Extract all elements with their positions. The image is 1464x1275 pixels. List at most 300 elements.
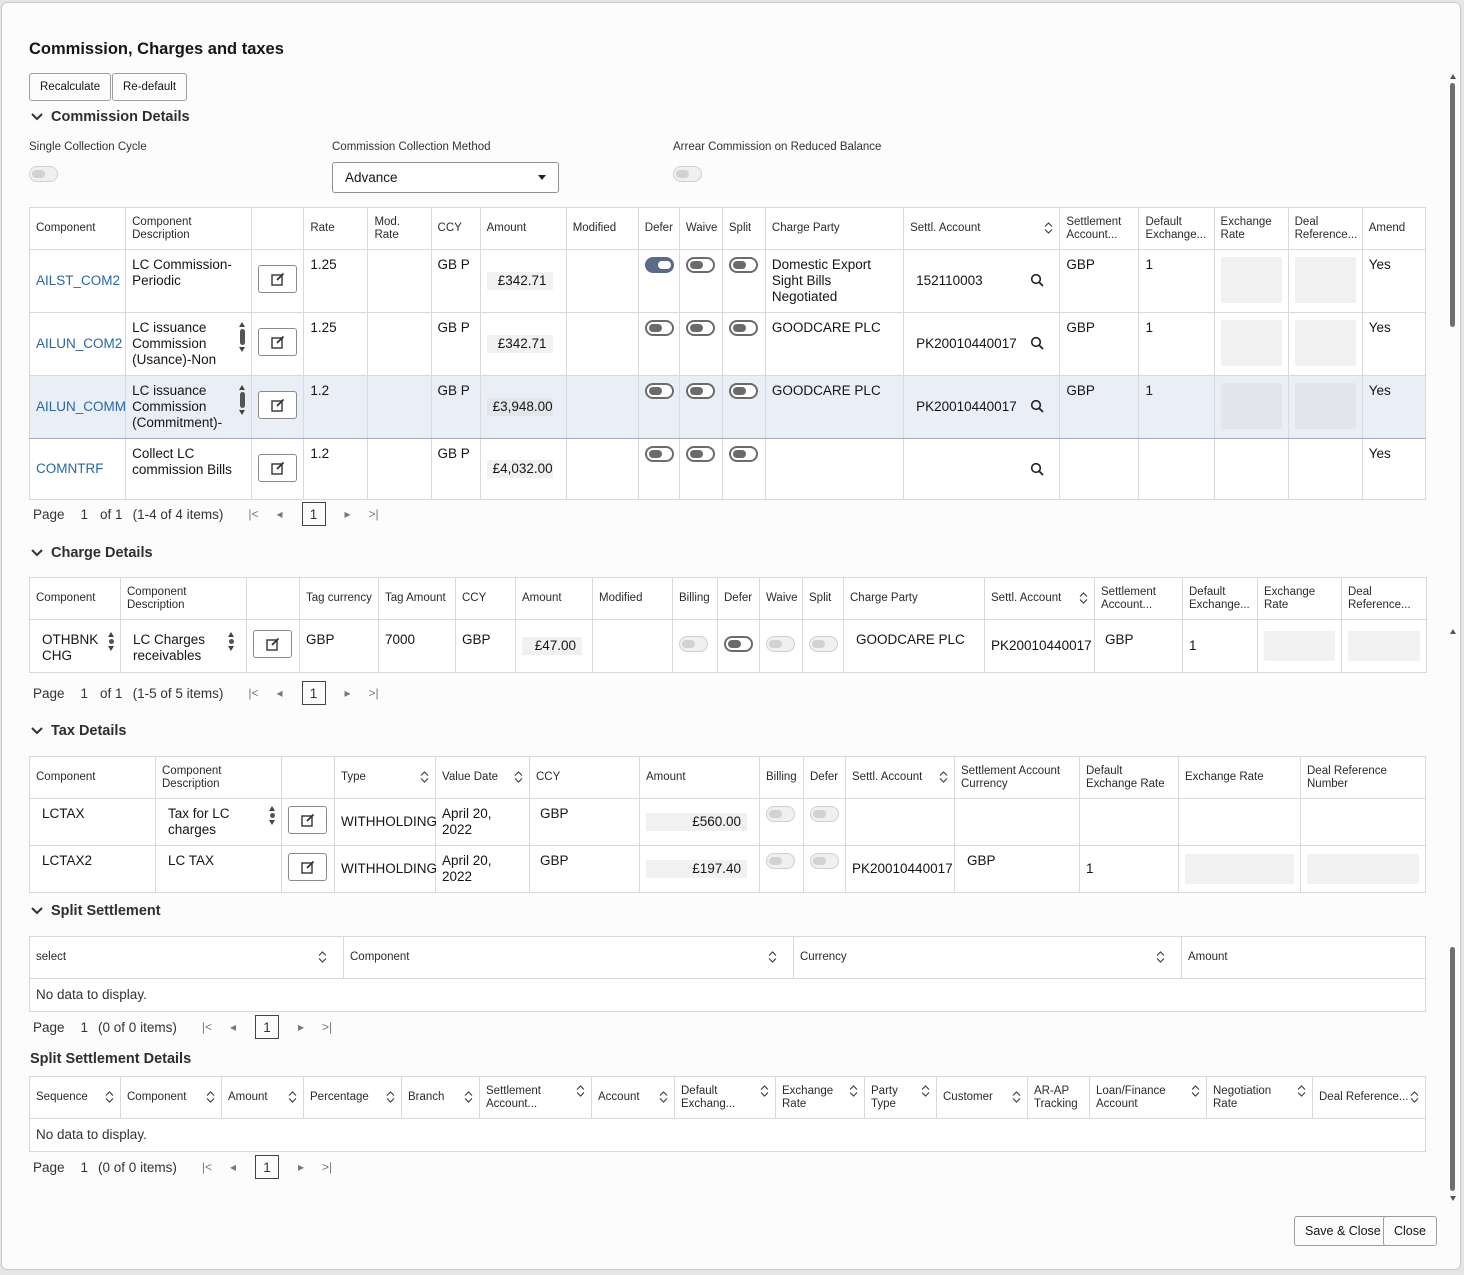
pager-page-input[interactable]: 1 xyxy=(80,1019,89,1035)
chevron-down-icon xyxy=(30,546,44,560)
amend-cell: Yes xyxy=(1362,376,1425,439)
col-header-label: Settl. Account xyxy=(991,592,1062,604)
settl-account-value[interactable]: 152110003 xyxy=(916,273,983,288)
mod-rate-cell[interactable] xyxy=(368,376,431,439)
col-header[interactable]: Waive xyxy=(760,578,803,620)
caret-down-icon xyxy=(538,175,546,180)
table-row-selected[interactable] xyxy=(30,376,1426,439)
col-header[interactable]: Exchange Rate xyxy=(1179,757,1301,799)
edit-button[interactable] xyxy=(253,630,292,658)
amount-value: £342.71 xyxy=(487,335,553,353)
pager-page-input[interactable]: 1 xyxy=(80,1159,89,1175)
edit-button[interactable] xyxy=(288,806,327,834)
col-header-sortable[interactable] xyxy=(937,1077,1028,1119)
col-header-sortable[interactable] xyxy=(30,937,344,979)
first-page-icon[interactable]: |< xyxy=(248,507,259,521)
defer-toggle[interactable] xyxy=(645,383,674,399)
table-row[interactable] xyxy=(30,250,1426,313)
next-page-icon[interactable]: ▸ xyxy=(297,1160,305,1174)
col-header-sortable[interactable] xyxy=(121,1077,222,1119)
pager-page-input[interactable]: 1 xyxy=(80,506,89,522)
col-header[interactable]: Amount xyxy=(1182,937,1426,979)
split-details-header-row xyxy=(30,1077,1426,1119)
col-header[interactable]: Modified xyxy=(593,578,673,620)
single-cycle-label: Single Collection Cycle xyxy=(29,141,147,153)
col-header[interactable]: Component xyxy=(30,208,126,250)
amount-value: £197.40 xyxy=(646,860,747,878)
sort-icon[interactable] xyxy=(420,771,429,783)
col-header[interactable]: Charge Party xyxy=(844,578,985,620)
amount-value: £3,948.00 xyxy=(487,398,553,416)
search-icon[interactable] xyxy=(1030,273,1044,287)
split-pager xyxy=(33,1015,341,1039)
settl-account-cell[interactable]: PK20010440017 xyxy=(846,846,955,893)
col-header-sortable[interactable] xyxy=(402,1077,480,1119)
prev-page-icon[interactable]: ◂ xyxy=(276,686,283,700)
col-header[interactable]: Default Exchange Rate xyxy=(1080,757,1179,799)
col-header[interactable]: Settlement Account Currency xyxy=(955,757,1080,799)
col-header-label: Loan/Finance Account xyxy=(1096,1084,1166,1110)
scroll-stepper[interactable] xyxy=(228,632,234,651)
defer-toggle[interactable] xyxy=(724,636,753,652)
pager-of: of 1 xyxy=(100,506,123,522)
amount-value: £4,032.00 xyxy=(487,460,553,478)
type-cell: WITHHOLDING xyxy=(335,799,436,846)
settl-ccy-cell: GBP xyxy=(1060,313,1139,376)
col-header-label: Customer xyxy=(943,1091,993,1103)
col-header-label: Sequence xyxy=(36,1091,88,1103)
col-header[interactable]: Defer xyxy=(718,578,760,620)
col-header[interactable]: Exchange Rate xyxy=(1258,578,1342,620)
mod-rate-cell[interactable] xyxy=(368,313,431,376)
exchange-rate-input[interactable] xyxy=(1185,854,1294,884)
next-page-icon[interactable]: ▸ xyxy=(344,686,351,700)
waive-toggle[interactable] xyxy=(766,636,795,652)
col-header xyxy=(247,578,300,620)
col-header-sortable[interactable] xyxy=(304,1077,402,1119)
pager-label: Page xyxy=(33,1159,65,1175)
col-header-sortable[interactable] xyxy=(865,1077,937,1119)
waive-toggle[interactable] xyxy=(686,446,715,462)
col-header[interactable]: Amend xyxy=(1362,208,1425,250)
edit-icon xyxy=(271,461,285,475)
split-toggle[interactable] xyxy=(729,383,758,399)
deal-reference-input[interactable] xyxy=(1295,320,1356,366)
pager-items: (1-4 of 4 items) xyxy=(132,506,224,522)
scroll-down-arrow[interactable] xyxy=(1450,1196,1456,1201)
modified-cell xyxy=(593,620,673,673)
mod-rate-cell[interactable] xyxy=(368,439,431,500)
col-header-label: Currency xyxy=(800,951,847,963)
col-header[interactable]: Deal Reference... xyxy=(1342,578,1427,620)
description-cell: LC TAX xyxy=(156,846,282,893)
next-page-icon[interactable]: ▸ xyxy=(344,507,351,521)
col-header[interactable]: CCY xyxy=(530,757,640,799)
sort-icon[interactable] xyxy=(576,1085,585,1097)
charge-party-cell: Domestic Export Sight Bills Negotiated xyxy=(765,250,903,313)
scrollbar-thumb[interactable] xyxy=(1450,947,1455,1191)
edit-icon xyxy=(266,637,280,651)
scroll-up-arrow[interactable] xyxy=(1450,74,1456,79)
col-header[interactable]: Settlement Account... xyxy=(1060,208,1139,250)
settl-account-cell[interactable] xyxy=(846,799,955,846)
deal-reference-input[interactable] xyxy=(1348,631,1420,661)
col-header[interactable]: Component xyxy=(30,757,156,799)
waive-toggle[interactable] xyxy=(686,257,715,273)
redefault-button[interactable]: Re-default xyxy=(112,73,187,101)
billing-toggle[interactable] xyxy=(679,636,708,652)
col-header-label: Negotiation Rate xyxy=(1213,1084,1272,1110)
scroll-stepper[interactable] xyxy=(239,322,245,352)
col-header[interactable]: Deal Reference... xyxy=(1288,208,1362,250)
deal-reference-input[interactable] xyxy=(1295,383,1356,429)
rate-cell: 1.25 xyxy=(304,313,368,376)
current-page-button[interactable]: 1 xyxy=(255,1155,279,1179)
ccy-cell: GB P xyxy=(431,376,480,439)
sort-icon[interactable] xyxy=(105,1091,114,1103)
charge-party-cell: GOODCARE PLC xyxy=(844,620,985,673)
commission-section-header[interactable] xyxy=(30,109,190,125)
edit-button[interactable] xyxy=(258,265,297,293)
col-header-sortable[interactable] xyxy=(846,757,955,799)
col-header-label: Type xyxy=(341,771,366,783)
method-select[interactable] xyxy=(332,162,559,193)
charge-section-header[interactable] xyxy=(30,545,153,561)
exchange-rate-input[interactable] xyxy=(1221,320,1282,366)
col-header[interactable]: Component xyxy=(30,578,121,620)
sort-icon[interactable] xyxy=(514,771,523,783)
exchange-rate-input[interactable] xyxy=(1264,631,1335,661)
scrollbar-thumb[interactable] xyxy=(1450,83,1455,327)
description-cell: Collect LC commission Bills xyxy=(126,439,252,500)
sort-icon[interactable] xyxy=(386,1091,395,1103)
col-header-sortable[interactable] xyxy=(344,937,794,979)
pager-label: Page xyxy=(33,1019,65,1035)
amount-value: £47.00 xyxy=(522,637,582,655)
modified-cell xyxy=(566,376,638,439)
component-link[interactable]: COMNTRF xyxy=(36,461,104,476)
default-exchange-cell: 1 xyxy=(1139,313,1214,376)
prev-page-icon[interactable]: ◂ xyxy=(276,507,283,521)
current-page-button[interactable]: 1 xyxy=(255,1015,279,1039)
col-header xyxy=(282,757,335,799)
sort-icon[interactable] xyxy=(921,1085,930,1097)
charge-party-cell: GOODCARE PLC xyxy=(765,376,903,439)
billing-toggle[interactable] xyxy=(766,806,795,822)
table-row[interactable] xyxy=(30,846,1426,893)
col-header-sortable[interactable] xyxy=(222,1077,304,1119)
sort-icon[interactable] xyxy=(318,951,327,963)
split-table xyxy=(29,936,1426,1012)
col-header[interactable]: Billing xyxy=(673,578,718,620)
component-link[interactable]: AILST_COM2 xyxy=(36,273,121,288)
pager-of: of 1 xyxy=(100,685,123,701)
description-value: Tax for LC charges xyxy=(168,806,230,837)
col-header[interactable]: Split xyxy=(722,208,765,250)
edit-icon xyxy=(271,398,285,412)
sort-icon[interactable] xyxy=(939,771,948,783)
col-header[interactable]: Tag Amount xyxy=(379,578,456,620)
commission-section-title: Commission Details xyxy=(51,109,190,125)
component-link[interactable]: AILUN_COMM xyxy=(36,399,127,414)
split-section-header[interactable] xyxy=(30,903,161,919)
commission-header-row xyxy=(30,208,1426,250)
col-header[interactable]: Component Description xyxy=(121,578,247,620)
col-header xyxy=(252,208,304,250)
empty-message: No data to display. xyxy=(30,979,1426,1012)
col-header-sortable[interactable] xyxy=(675,1077,776,1119)
default-exchange-cell: 1 xyxy=(1139,376,1214,439)
amount-value: £560.00 xyxy=(646,813,747,831)
col-header-label: Branch xyxy=(408,1091,445,1103)
first-page-icon[interactable]: |< xyxy=(248,686,259,700)
default-exchange-cell xyxy=(1080,799,1179,846)
component-link[interactable]: AILUN_COM2 xyxy=(36,336,123,351)
col-header[interactable]: Modified xyxy=(566,208,638,250)
col-header[interactable]: Exchange Rate xyxy=(1214,208,1288,250)
tax-table xyxy=(29,756,1426,893)
split-details-pager xyxy=(33,1155,341,1179)
ccy-cell: GBP xyxy=(530,799,640,846)
exchange-rate-input[interactable] xyxy=(1221,383,1282,429)
recalculate-button[interactable]: Recalculate xyxy=(29,73,111,101)
col-header[interactable]: AR-AP Tracking xyxy=(1028,1077,1090,1119)
rate-cell: 1.2 xyxy=(304,376,368,439)
col-header[interactable]: Defer xyxy=(804,757,846,799)
col-header[interactable]: Defer xyxy=(638,208,679,250)
sort-icon[interactable] xyxy=(659,1091,668,1103)
sort-icon[interactable] xyxy=(1079,592,1088,604)
last-page-icon[interactable]: >| xyxy=(368,686,379,700)
default-exchange-cell xyxy=(1139,439,1214,500)
modified-cell xyxy=(566,439,638,500)
sort-icon[interactable] xyxy=(288,1091,297,1103)
col-header[interactable]: CCY xyxy=(431,208,480,250)
col-header[interactable]: Component Description xyxy=(126,208,252,250)
table-row[interactable] xyxy=(30,799,1426,846)
ccy-cell: GBP xyxy=(456,620,516,673)
col-header-label: Exchange Rate xyxy=(782,1084,834,1110)
waive-toggle[interactable] xyxy=(686,320,715,336)
split-toggle[interactable] xyxy=(729,320,758,336)
pager-page-input[interactable]: 1 xyxy=(80,685,89,701)
last-page-icon[interactable]: >| xyxy=(368,507,379,521)
search-icon[interactable] xyxy=(1030,336,1044,350)
edit-icon xyxy=(301,813,315,827)
col-header-sortable[interactable] xyxy=(776,1077,865,1119)
defer-toggle[interactable] xyxy=(645,320,674,336)
edit-button[interactable] xyxy=(288,853,327,881)
ccy-cell: GB P xyxy=(431,439,480,500)
scroll-stepper[interactable] xyxy=(269,806,275,825)
split-details-table xyxy=(29,1076,1426,1152)
pager-items: (0 of 0 items) xyxy=(98,1019,177,1035)
defer-toggle[interactable] xyxy=(810,853,839,869)
table-row[interactable] xyxy=(30,439,1426,500)
sort-icon[interactable] xyxy=(1297,1085,1306,1097)
search-icon[interactable] xyxy=(1030,399,1044,413)
empty-message: No data to display. xyxy=(30,1119,1426,1152)
description-cell: LC Commission-Periodic xyxy=(126,250,252,313)
edit-button[interactable] xyxy=(258,391,297,419)
charge-party-cell xyxy=(765,439,903,500)
first-page-icon[interactable]: |< xyxy=(201,1020,212,1034)
modified-cell xyxy=(566,250,638,313)
sort-icon[interactable] xyxy=(1156,951,1165,963)
table-row[interactable] xyxy=(30,620,1427,673)
description-value: LC Charges receivables xyxy=(133,632,206,663)
col-header-sortable[interactable] xyxy=(592,1077,675,1119)
defer-toggle[interactable] xyxy=(810,806,839,822)
edit-icon xyxy=(301,860,315,874)
split-toggle[interactable] xyxy=(809,636,838,652)
sort-icon[interactable] xyxy=(849,1085,858,1097)
billing-toggle[interactable] xyxy=(766,853,795,869)
single-cycle-toggle[interactable] xyxy=(29,166,58,185)
prev-page-icon[interactable]: ◂ xyxy=(229,1160,236,1174)
col-header[interactable]: Waive xyxy=(679,208,722,250)
tax-section-header[interactable] xyxy=(30,723,127,739)
chevron-down-icon xyxy=(30,724,44,738)
component-cell: LCTAX2 xyxy=(30,846,156,893)
sort-icon[interactable] xyxy=(760,1085,769,1097)
col-header-label: Component xyxy=(127,1091,187,1103)
col-header-sortable[interactable] xyxy=(985,578,1095,620)
settl-ccy-cell: GBP xyxy=(1060,376,1139,439)
current-page-button[interactable]: 1 xyxy=(302,681,326,705)
col-header[interactable]: Tag currency xyxy=(300,578,379,620)
sort-icon[interactable] xyxy=(1191,1085,1200,1097)
col-header[interactable]: Default Exchange... xyxy=(1139,208,1214,250)
method-label: Commission Collection Method xyxy=(332,141,491,153)
default-exchange-cell: 1 xyxy=(1080,846,1179,893)
settl-ccy-cell xyxy=(955,799,1080,846)
settl-account-cell[interactable]: PK20010440017 xyxy=(985,620,1095,673)
description-value: LC issuance Commission (Usance)-Non xyxy=(132,320,217,367)
col-header[interactable]: Amount xyxy=(480,208,566,250)
amend-cell: Yes xyxy=(1362,439,1425,500)
col-header[interactable]: Split xyxy=(803,578,844,620)
edit-button[interactable] xyxy=(258,454,297,482)
waive-toggle[interactable] xyxy=(686,383,715,399)
col-header-sortable[interactable] xyxy=(794,937,1182,979)
table-row[interactable] xyxy=(30,313,1426,376)
commission-table xyxy=(29,207,1426,500)
rate-cell: 1.2 xyxy=(304,439,368,500)
ccy-cell: GBP xyxy=(530,846,640,893)
tag-currency-cell: GBP xyxy=(300,620,379,673)
last-page-icon[interactable]: >| xyxy=(322,1160,333,1174)
split-toggle[interactable] xyxy=(729,257,758,273)
col-header-sortable[interactable] xyxy=(436,757,530,799)
deal-reference-input[interactable] xyxy=(1295,257,1356,303)
commission-pager xyxy=(33,502,388,526)
col-header-sortable[interactable] xyxy=(904,208,1060,250)
col-header[interactable]: Amount xyxy=(640,757,760,799)
sort-icon[interactable] xyxy=(1044,222,1053,234)
col-header-label: select xyxy=(36,951,67,963)
settl-account-value[interactable]: PK20010440017 xyxy=(916,399,1017,414)
settl-ccy-cell xyxy=(1060,439,1139,500)
split-toggle[interactable] xyxy=(729,446,758,462)
charge-pager xyxy=(33,681,388,705)
col-header-label: Deal Reference... xyxy=(1319,1091,1409,1103)
next-page-icon[interactable]: ▸ xyxy=(297,1020,305,1034)
col-header[interactable]: Default Exchange... xyxy=(1183,578,1258,620)
col-header[interactable]: Amount xyxy=(516,578,593,620)
scroll-up-arrow[interactable] xyxy=(1450,629,1456,634)
sort-icon[interactable] xyxy=(464,1091,473,1103)
edit-button[interactable] xyxy=(258,328,297,356)
col-header-label: Settlement Account... xyxy=(486,1084,541,1110)
settl-ccy-cell: GBP xyxy=(1095,620,1183,673)
commission-dialog xyxy=(1,2,1461,1270)
sort-icon[interactable] xyxy=(1410,1091,1419,1103)
charge-table xyxy=(29,577,1427,673)
col-header[interactable]: Deal Reference Number xyxy=(1301,757,1426,799)
col-header-label: Amount xyxy=(228,1091,268,1103)
col-header-label: Default Exchang... xyxy=(681,1084,736,1110)
scroll-stepper[interactable] xyxy=(108,632,114,651)
search-icon[interactable] xyxy=(1030,462,1044,476)
settl-ccy-cell: GBP xyxy=(1060,250,1139,313)
col-header[interactable]: Charge Party xyxy=(765,208,903,250)
col-header-sortable[interactable] xyxy=(1207,1077,1313,1119)
col-header-sortable[interactable] xyxy=(480,1077,592,1119)
charge-header-row xyxy=(30,578,1427,620)
col-header[interactable]: CCY xyxy=(456,578,516,620)
sort-icon[interactable] xyxy=(206,1091,215,1103)
first-page-icon[interactable]: |< xyxy=(201,1160,212,1174)
deal-reference-cell xyxy=(1301,799,1426,846)
charge-party-cell: GOODCARE PLC xyxy=(765,313,903,376)
col-header-label: Value Date xyxy=(442,771,499,783)
col-header[interactable]: Component Description xyxy=(156,757,282,799)
col-header[interactable]: Billing xyxy=(760,757,804,799)
save-close-button[interactable]: Save & Close xyxy=(1294,1216,1392,1246)
settl-ccy-cell: GBP xyxy=(955,846,1080,893)
prev-page-icon[interactable]: ◂ xyxy=(229,1020,236,1034)
defer-toggle[interactable] xyxy=(645,446,674,462)
sort-icon[interactable] xyxy=(768,951,777,963)
col-header-sortable[interactable] xyxy=(335,757,436,799)
deal-reference-input[interactable] xyxy=(1307,854,1419,884)
default-exchange-cell: 1 xyxy=(1139,250,1214,313)
col-header[interactable]: Rate xyxy=(304,208,368,250)
tax-header-row xyxy=(30,757,1426,799)
mod-rate-cell[interactable] xyxy=(368,250,431,313)
defer-toggle[interactable] xyxy=(645,257,674,273)
settl-account-value[interactable]: PK20010440017 xyxy=(916,336,1017,351)
arrear-toggle[interactable] xyxy=(673,166,702,185)
split-header-row xyxy=(30,937,1426,979)
sort-icon[interactable] xyxy=(1012,1091,1021,1103)
col-header[interactable]: Mod. Rate xyxy=(368,208,431,250)
col-header-sortable[interactable] xyxy=(1313,1077,1426,1119)
modified-cell xyxy=(566,313,638,376)
ccy-cell: GB P xyxy=(431,313,480,376)
close-button[interactable]: Close xyxy=(1383,1216,1437,1246)
scroll-stepper[interactable] xyxy=(239,385,245,415)
col-header-sortable[interactable] xyxy=(30,1077,121,1119)
exchange-rate-input[interactable] xyxy=(1221,257,1282,303)
last-page-icon[interactable]: >| xyxy=(322,1020,333,1034)
col-header[interactable]: Settlement Account... xyxy=(1095,578,1183,620)
tax-section-title: Tax Details xyxy=(51,723,127,739)
col-header-sortable[interactable] xyxy=(1090,1077,1207,1119)
current-page-button[interactable]: 1 xyxy=(302,502,326,526)
component-cell: LCTAX xyxy=(30,799,156,846)
